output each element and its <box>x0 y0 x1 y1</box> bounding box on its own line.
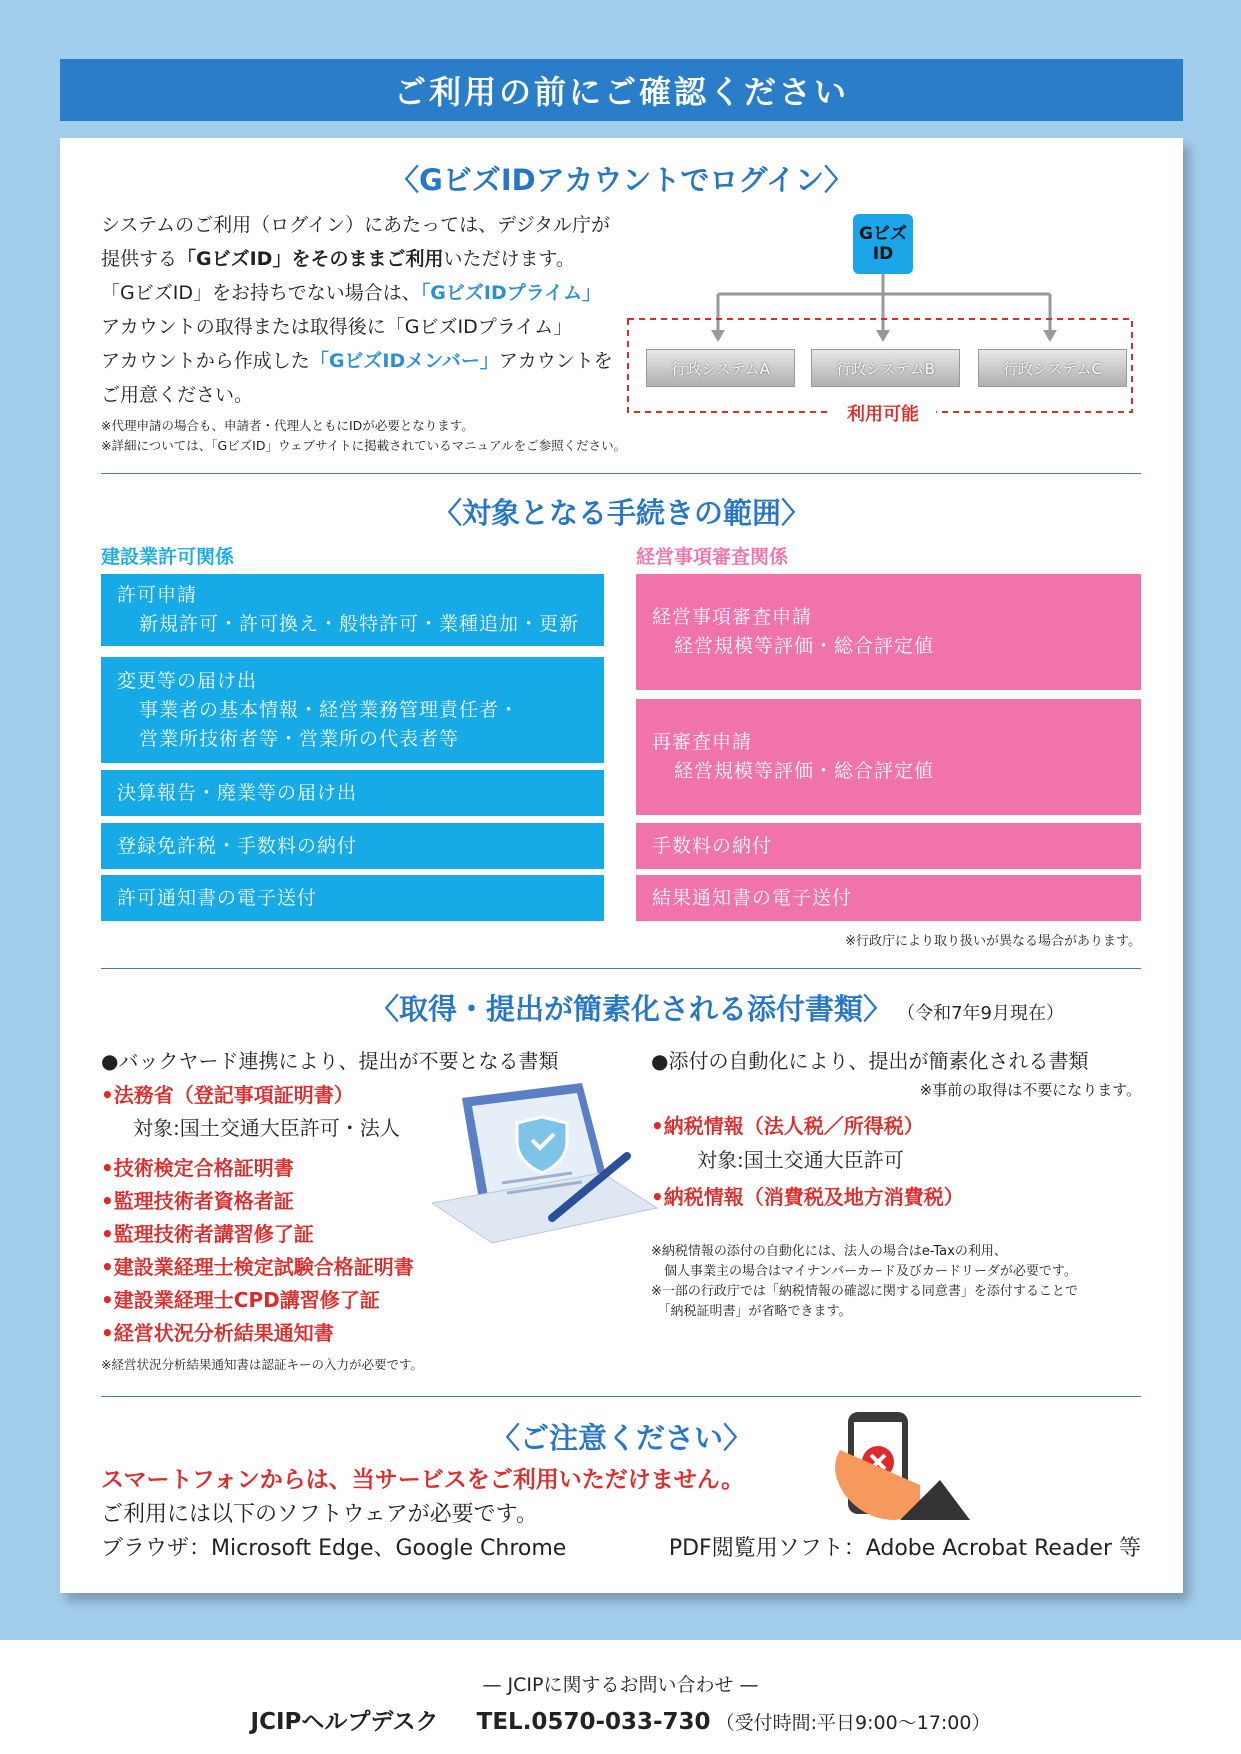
login-description <box>101 208 661 412</box>
system-a-box: 行政システムA <box>646 349 795 387</box>
doc-item-4: •建設業経理士検定試験合格証明書 <box>101 1255 414 1279</box>
pdf-requirement: PDF閲覧用ソフト：Adobe Acrobat Reader 等 <box>668 1536 1141 1561</box>
main-panel <box>60 138 1183 1593</box>
secure-document-illustration <box>432 1078 662 1248</box>
divider-1 <box>101 473 1141 474</box>
login-line-4: アカウントの取得または取得後に「GビズIDプライム」 <box>101 316 573 338</box>
smartphone-prohibited-icon <box>830 1410 970 1535</box>
helpdesk-hours: （受付時間:平日9:00～17:00） <box>715 1712 991 1734</box>
legal-affairs-target: 対象:国土交通大臣許可・法人 <box>133 1116 400 1140</box>
available-label: 利用可能 <box>830 400 936 426</box>
helpdesk-name: JCIPヘルプデスク <box>250 1709 439 1735</box>
footer <box>0 1640 1241 1754</box>
caution-section-title: 〈ご注意ください〉 <box>490 1421 752 1455</box>
software-requirement: ご利用には以下のソフトウェアが必要です。 <box>101 1502 538 1527</box>
review-application-box: 経営事項審査申請 経営規模等評価・総合評定値 <box>636 574 1141 690</box>
login-note-1: ※代理申請の場合も、申請者・代理人ともにIDが必要となります。 <box>101 418 474 433</box>
page-header <box>60 59 1183 121</box>
construction-permit-heading: 建設業許可関係 <box>101 546 235 568</box>
analysis-note: ※経営状況分析結果通知書は認証キーの入力が必要です。 <box>101 1357 423 1372</box>
management-review-heading: 経営事項審査関係 <box>636 546 789 568</box>
login-section-title: 〈GビズIDアカウントでログイン〉 <box>390 163 853 197</box>
helpdesk-tel[interactable]: TEL.0570-033-730 <box>476 1709 711 1735</box>
automation-notes: ※納税情報の添付の自動化には、法人の場合はe-Taxの利用、 個人事業主の場合はマイナンバーカード及びカードリーダが必要です。 ※一部の行政庁では「納税情報の確認に関する同意書」を添付することで 「納税証明書」が省略できます。 <box>651 1244 1078 1319</box>
re-review-box: 再審査申請 経営規模等評価・総合評定値 <box>636 699 1141 815</box>
tax-info-item-1: •納税情報（法人税／所得税） <box>651 1114 924 1138</box>
gbiz-id-logo: Gビズ ID <box>853 214 913 274</box>
change-notification-box: 変更等の届け出 事業者の基本情報・経営業務管理責任者・ 営業所技術者等・営業所の代表者等 <box>101 657 604 763</box>
tax-info-item-2: •納税情報（消費税及地方消費税） <box>651 1185 964 1209</box>
helpdesk-info <box>0 1703 1241 1736</box>
legal-affairs-item: •法務省（登記事項証明書） <box>101 1083 354 1107</box>
scope-note: ※行政庁により取り扱いが異なる場合があります。 <box>845 934 1141 949</box>
doc-item-6: •経営状況分析結果通知書 <box>101 1321 334 1345</box>
system-b-box: 行政システムB <box>811 349 960 387</box>
contact-heading: — JCIPに関するお問い合わせ — <box>482 1674 759 1696</box>
review-fee-box: 手数料の納付 <box>636 823 1141 869</box>
login-line-1: システムのご利用（ログイン）にあたっては、デジタル庁が <box>101 214 611 236</box>
result-notice-box: 結果通知書の電子送付 <box>636 875 1141 921</box>
doc-item-2: •監理技術者資格者証 <box>101 1189 294 1213</box>
backyard-heading: ●バックヤード連携により、提出が不要となる書類 <box>101 1049 559 1073</box>
doc-item-3: •監理技術者講習修了証 <box>101 1222 314 1246</box>
tax-fee-payment-box: 登録免許税・手数料の納付 <box>101 823 604 869</box>
settlement-report-box: 決算報告・廃業等の届け出 <box>101 770 604 816</box>
automation-heading: ●添付の自動化により、提出が簡素化される書類 <box>651 1049 1089 1073</box>
doc-item-1: •技術検定合格証明書 <box>101 1156 294 1180</box>
browser-requirement: ブラウザ：Microsoft Edge、Google Chrome <box>101 1536 567 1561</box>
login-line-5: アカウントから作成した「GビズIDメンバー」アカウントを <box>101 350 613 372</box>
permit-application-box: 許可申請 新規許可・許可換え・般特許可・業種追加・更新 <box>101 574 604 646</box>
scope-section-title: 〈対象となる手続きの範囲〉 <box>432 496 810 530</box>
docs-date: （令和7年9月現在） <box>897 1003 1065 1024</box>
login-line-6: ご用意ください。 <box>101 384 254 406</box>
smartphone-warning: スマートフォンからは、当サービスをご利用いただけません。 <box>101 1467 745 1493</box>
system-c-box: 行政システムC <box>978 349 1127 387</box>
docs-title-row <box>370 987 1064 1028</box>
login-line-2: 提供する「GビズID」をそのままご利用いただけます。 <box>101 248 575 270</box>
divider-3 <box>101 1396 1141 1397</box>
doc-item-5: •建設業経理士CPD講習修了証 <box>101 1288 380 1312</box>
permit-notice-box: 許可通知書の電子送付 <box>101 875 604 921</box>
docs-section-title: 〈取得・提出が簡素化される添付書類〉 <box>370 992 893 1026</box>
tax-info-target: 対象:国土交通大臣許可 <box>697 1148 904 1172</box>
login-line-3: 「GビズID」をお持ちでない場合は、「GビズIDプライム」 <box>101 282 602 304</box>
automation-note-top: ※事前の取得は不要になります。 <box>919 1081 1141 1099</box>
header-title: ご利用の前にご確認ください <box>393 73 849 111</box>
login-note-2: ※詳細については、「GビズID」ウェブサイトに掲載されているマニュアルをご参照ください。 <box>101 438 627 453</box>
divider-2 <box>101 968 1141 969</box>
